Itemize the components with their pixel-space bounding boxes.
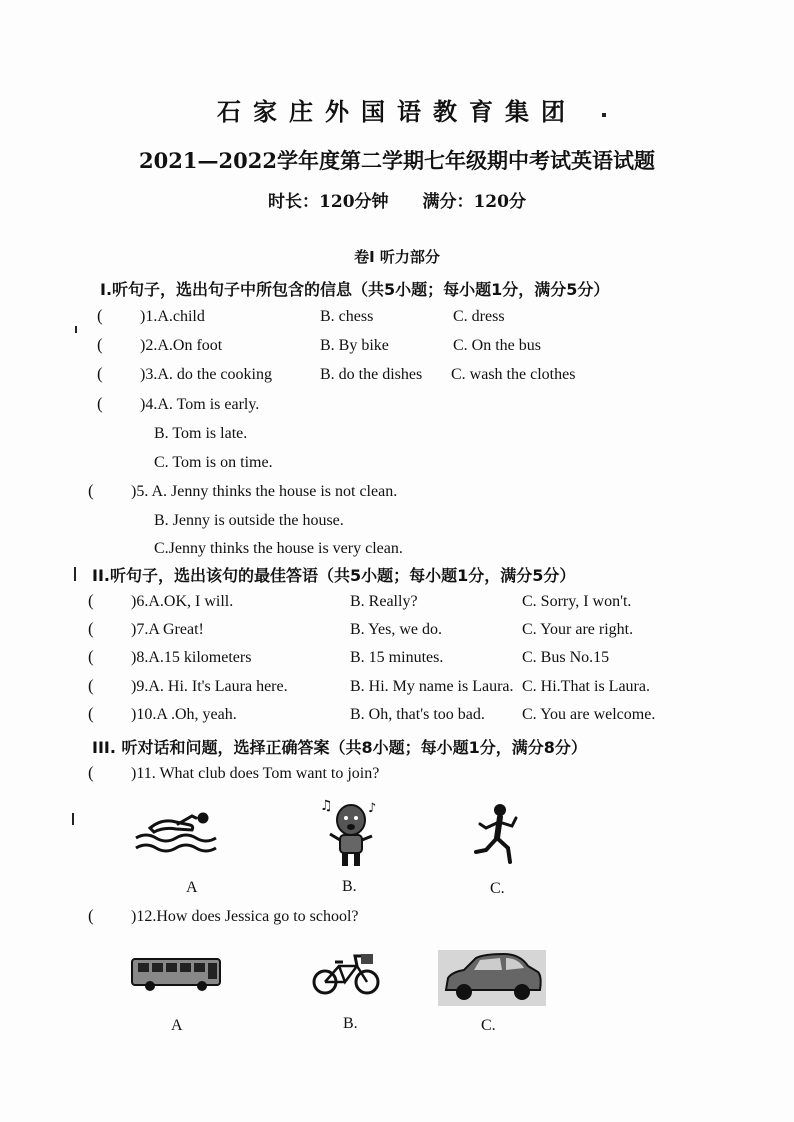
scan-speck bbox=[72, 813, 74, 825]
option-a: )5. A. Jenny thinks the house is not clean. bbox=[131, 483, 398, 500]
option-b: B. Really? bbox=[350, 593, 418, 610]
swimming-icon bbox=[132, 808, 218, 858]
answer-paren[interactable]: ( bbox=[88, 704, 94, 723]
picture-label: B. bbox=[343, 1015, 358, 1032]
option-c: C. Hi.That is Laura. bbox=[522, 678, 650, 695]
exam-meta bbox=[0, 187, 794, 212]
bike-icon bbox=[311, 950, 381, 996]
running-icon bbox=[470, 800, 532, 870]
option-a: )10.A .Oh, yeah. bbox=[131, 706, 237, 723]
exam-title: 2021—2022学年度第二学期七年级期中考试英语试题 bbox=[139, 148, 655, 173]
picture-label: A bbox=[171, 1017, 183, 1034]
option-b: B. By bike bbox=[320, 337, 389, 354]
option-a: )1.A.child bbox=[140, 308, 205, 325]
section-title: III. 听对话和问题，选择正确答案（共8小题；每小题1分，满分8分） bbox=[92, 738, 587, 757]
section-title: II.听句子，选出该句的最佳答语（共5小题；每小题1分，满分5分） bbox=[92, 566, 576, 585]
singing-icon bbox=[318, 796, 384, 872]
svg-text:♫: ♫ bbox=[320, 798, 333, 814]
car-icon bbox=[438, 950, 546, 1006]
option-c: C. wash the clothes bbox=[451, 366, 576, 383]
answer-paren[interactable]: ( bbox=[88, 647, 94, 666]
answer-paren[interactable]: ( bbox=[88, 676, 94, 695]
option-b: B. Oh, that's too bad. bbox=[350, 706, 485, 723]
answer-paren[interactable]: ( bbox=[88, 619, 94, 638]
question-text: )12.How does Jessica go to school? bbox=[131, 908, 359, 925]
option-c: C. Bus No.15 bbox=[522, 649, 610, 666]
option-c: C. dress bbox=[453, 308, 505, 325]
org-title: 石家庄外国语教育集团 bbox=[217, 97, 577, 126]
part-title: 卷I 听力部分 bbox=[354, 248, 440, 266]
option-c: C. Sorry, I won't. bbox=[522, 593, 632, 610]
answer-paren[interactable]: ( bbox=[97, 394, 103, 413]
scan-speck bbox=[74, 567, 76, 581]
option-c: C. You are welcome. bbox=[522, 706, 656, 723]
duration: 时长：120分钟 bbox=[268, 192, 389, 212]
picture-label: B. bbox=[342, 878, 357, 895]
option-c: C.Jenny thinks the house is very clean. bbox=[154, 540, 403, 557]
option-a: )4.A. Tom is early. bbox=[140, 396, 260, 413]
picture-label: C. bbox=[481, 1017, 496, 1034]
full-score: 满分：120分 bbox=[422, 192, 526, 212]
option-b: B. chess bbox=[320, 308, 374, 325]
picture-label: A bbox=[186, 879, 198, 896]
option-a: )7.A Great! bbox=[131, 621, 204, 638]
svg-text:♪: ♪ bbox=[368, 801, 377, 816]
picture-label: C. bbox=[490, 880, 505, 897]
answer-paren[interactable]: ( bbox=[88, 763, 94, 782]
answer-paren[interactable]: ( bbox=[88, 906, 94, 925]
option-b: B. 15 minutes. bbox=[350, 649, 444, 666]
option-a: )8.A.15 kilometers bbox=[131, 649, 252, 666]
option-b: B. Tom is late. bbox=[154, 425, 248, 442]
section-title: I.听句子，选出句子中所包含的信息（共5小题；每小题1分，满分5分） bbox=[100, 280, 610, 299]
option-c: C. On the bus bbox=[453, 337, 541, 354]
option-a: )2.A.On foot bbox=[140, 337, 223, 354]
option-b: B. Jenny is outside the house. bbox=[154, 512, 344, 529]
answer-paren[interactable]: ( bbox=[97, 335, 103, 354]
answer-paren[interactable]: ( bbox=[97, 364, 103, 383]
option-b: B. do the dishes bbox=[320, 366, 423, 383]
option-c: C. Your are right. bbox=[522, 621, 634, 638]
option-a: )9.A. Hi. It's Laura here. bbox=[131, 678, 288, 695]
scan-speck bbox=[602, 113, 606, 117]
option-a: )3.A. do the cooking bbox=[140, 366, 272, 383]
answer-paren[interactable]: ( bbox=[88, 481, 94, 500]
bus-icon bbox=[130, 955, 222, 993]
option-c: C. Tom is on time. bbox=[154, 454, 273, 471]
answer-paren[interactable]: ( bbox=[97, 306, 103, 325]
answer-paren[interactable]: ( bbox=[88, 591, 94, 610]
option-a: )6.A.OK, I will. bbox=[131, 593, 234, 610]
scan-speck bbox=[75, 326, 77, 333]
option-b: B. Hi. My name is Laura. bbox=[350, 678, 514, 695]
option-b: B. Yes, we do. bbox=[350, 621, 443, 638]
question-text: )11. What club does Tom want to join? bbox=[131, 765, 380, 782]
